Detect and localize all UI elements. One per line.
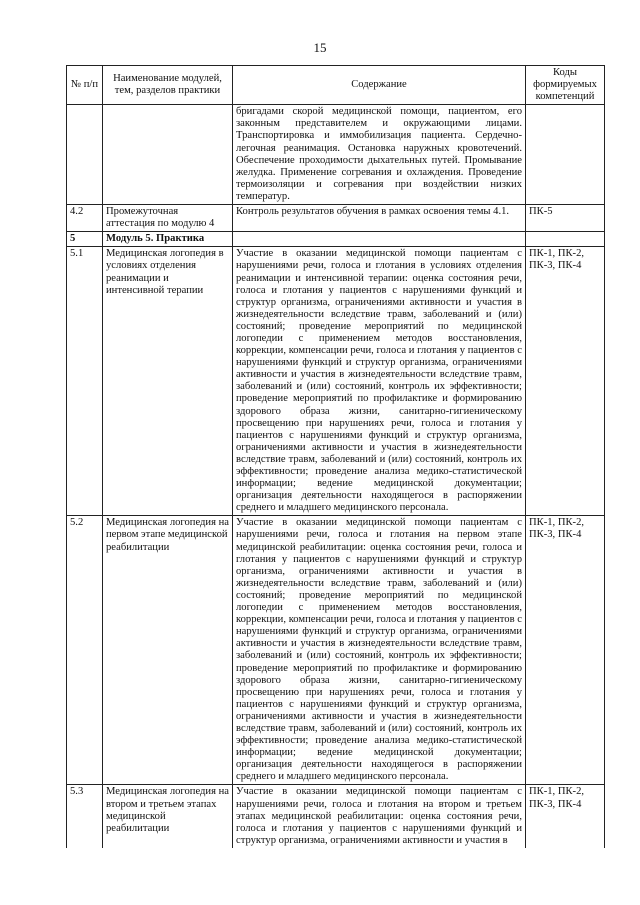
row-num: 5.2 xyxy=(67,516,103,785)
row-num xyxy=(67,105,103,205)
page-number: 15 xyxy=(313,40,327,55)
row-codes: ПК-1, ПК-2, ПК-3, ПК-4 xyxy=(526,516,605,785)
practice-modules-table xyxy=(66,65,605,848)
table-row xyxy=(67,516,605,785)
header-name: Наименование модулей, тем, разделов практики xyxy=(103,66,233,105)
table-row xyxy=(67,785,605,848)
table-row xyxy=(67,205,605,232)
row-content: Контроль результатов обучения в рамках освоения темы 4.1. xyxy=(233,205,526,232)
row-codes: ПК-1, ПК-2, ПК-3, ПК-4 xyxy=(526,247,605,516)
row-name: Модуль 5. Практика xyxy=(103,232,233,247)
row-codes xyxy=(526,105,605,205)
header-num: № п/п xyxy=(67,66,103,105)
row-content: Участие в оказании медицинской помощи пациентам с нарушениями речи, голоса и глотания в условиях отделения реанимации и интенсивной терапии: оценка состояния речи, голоса и глотания у пациентов с нарушениями функций и структур организма, ограничениями активности и участия в жизнедеятельности вследствие травм, заболеваний и (или) состояний; проведение мероприятий по медицинской логопедии с применением методов восстановления, коррекции, компенсации речи, голоса и глотания у пациентов с нарушениями функций и структур организма, ограничениями активности и участия в жизнедеятельности вследствие травм, заболеваний и (или) состояний, контроль их эффективности; проведение мероприятий по профилактике и формированию здорового образа жизни, санитарно-гигиеническому просвещению при нарушениях речи, голоса и глотания у пациентов с нарушениями функций и структур организма, ограничениями активности и участия в жизнедеятельности вследствие травм, заболеваний и (или) состояний, контроль их эффективности; проведение анализа медико-статистической информации; ведение медицинской документации; организация деятельности находящегося в распоряжении среднего и младшего медицинского персонала. xyxy=(233,247,526,516)
row-content: Участие в оказании медицинской помощи пациентам с нарушениями речи, голоса и глотания на втором и третьем этапах медицинской реабилитации: оценка состояния речи, голоса и глотания у пациентов с нарушениями функций и структур организма, ограничениями активности и участия в xyxy=(233,785,526,848)
row-codes xyxy=(526,232,605,247)
module-heading-row xyxy=(67,232,605,247)
row-content: Участие в оказании медицинской помощи пациентам с нарушениями речи, голоса и глотания на первом этапе медицинской реабилитации: оценка состояния речи, голоса и глотания у пациентов с нарушениями функций и структур организма, ограничениями активности и участия в жизнедеятельности вследствие травм, заболеваний и (или) состояний; проведение мероприятий по медицинской логопедии с применением методов восстановления, коррекции, компенсации речи, голоса и глотания у пациентов с нарушениями функций и структур организма, ограничениями активности и участия в жизнедеятельности вследствие травм, заболеваний и (или) состояний, контроль их эффективности; проведение мероприятий по профилактике и формированию здорового образа жизни, санитарно-гигиеническому просвещению при нарушениях речи, голоса и глотания у пациентов с нарушениями функций и структур организма, ограничениями активности и участия в жизнедеятельности вследствие травм, заболеваний и (или) состояний, контроль их эффективности; проведение анализа медико-статистической информации; ведение медицинской документации; организация деятельности находящегося в распоряжении среднего и младшего медицинского персонала. xyxy=(233,516,526,785)
row-content xyxy=(233,232,526,247)
row-num: 5.3 xyxy=(67,785,103,848)
row-num: 4.2 xyxy=(67,205,103,232)
row-codes: ПК-1, ПК-2, ПК-3, ПК-4 xyxy=(526,785,605,848)
row-name xyxy=(103,105,233,205)
row-codes: ПК-5 xyxy=(526,205,605,232)
row-num: 5 xyxy=(67,232,103,247)
table-header-row xyxy=(67,66,605,105)
table-row xyxy=(67,105,605,205)
row-name: Медицинская логопедия на втором и третьем этапах медицинской реабилитации xyxy=(103,785,233,848)
row-name: Медицинская логопедия в условиях отделения реанимации и интенсивной терапии xyxy=(103,247,233,516)
table-row xyxy=(67,247,605,516)
row-num: 5.1 xyxy=(67,247,103,516)
header-content: Содержание xyxy=(233,66,526,105)
row-name: Промежуточная аттестация по модулю 4 xyxy=(103,205,233,232)
row-name: Медицинская логопедия на первом этапе медицинской реабилитации xyxy=(103,516,233,785)
header-codes: Коды формируемых компетенций xyxy=(526,66,605,105)
row-content: бригадами скорой медицинской помощи, пациентом, его законным представителем и окружающими лицами. Транспортировка и иммобилизация пациента. Сердечно-легочная реанимация. Остановка наружных кровотечений. Обеспечение проходимости дыхательных путей. Промывание желудка. Применение согревания и охлаждения. Проведение термоизоляции и согревания при воздействии низких температур. xyxy=(233,105,526,205)
